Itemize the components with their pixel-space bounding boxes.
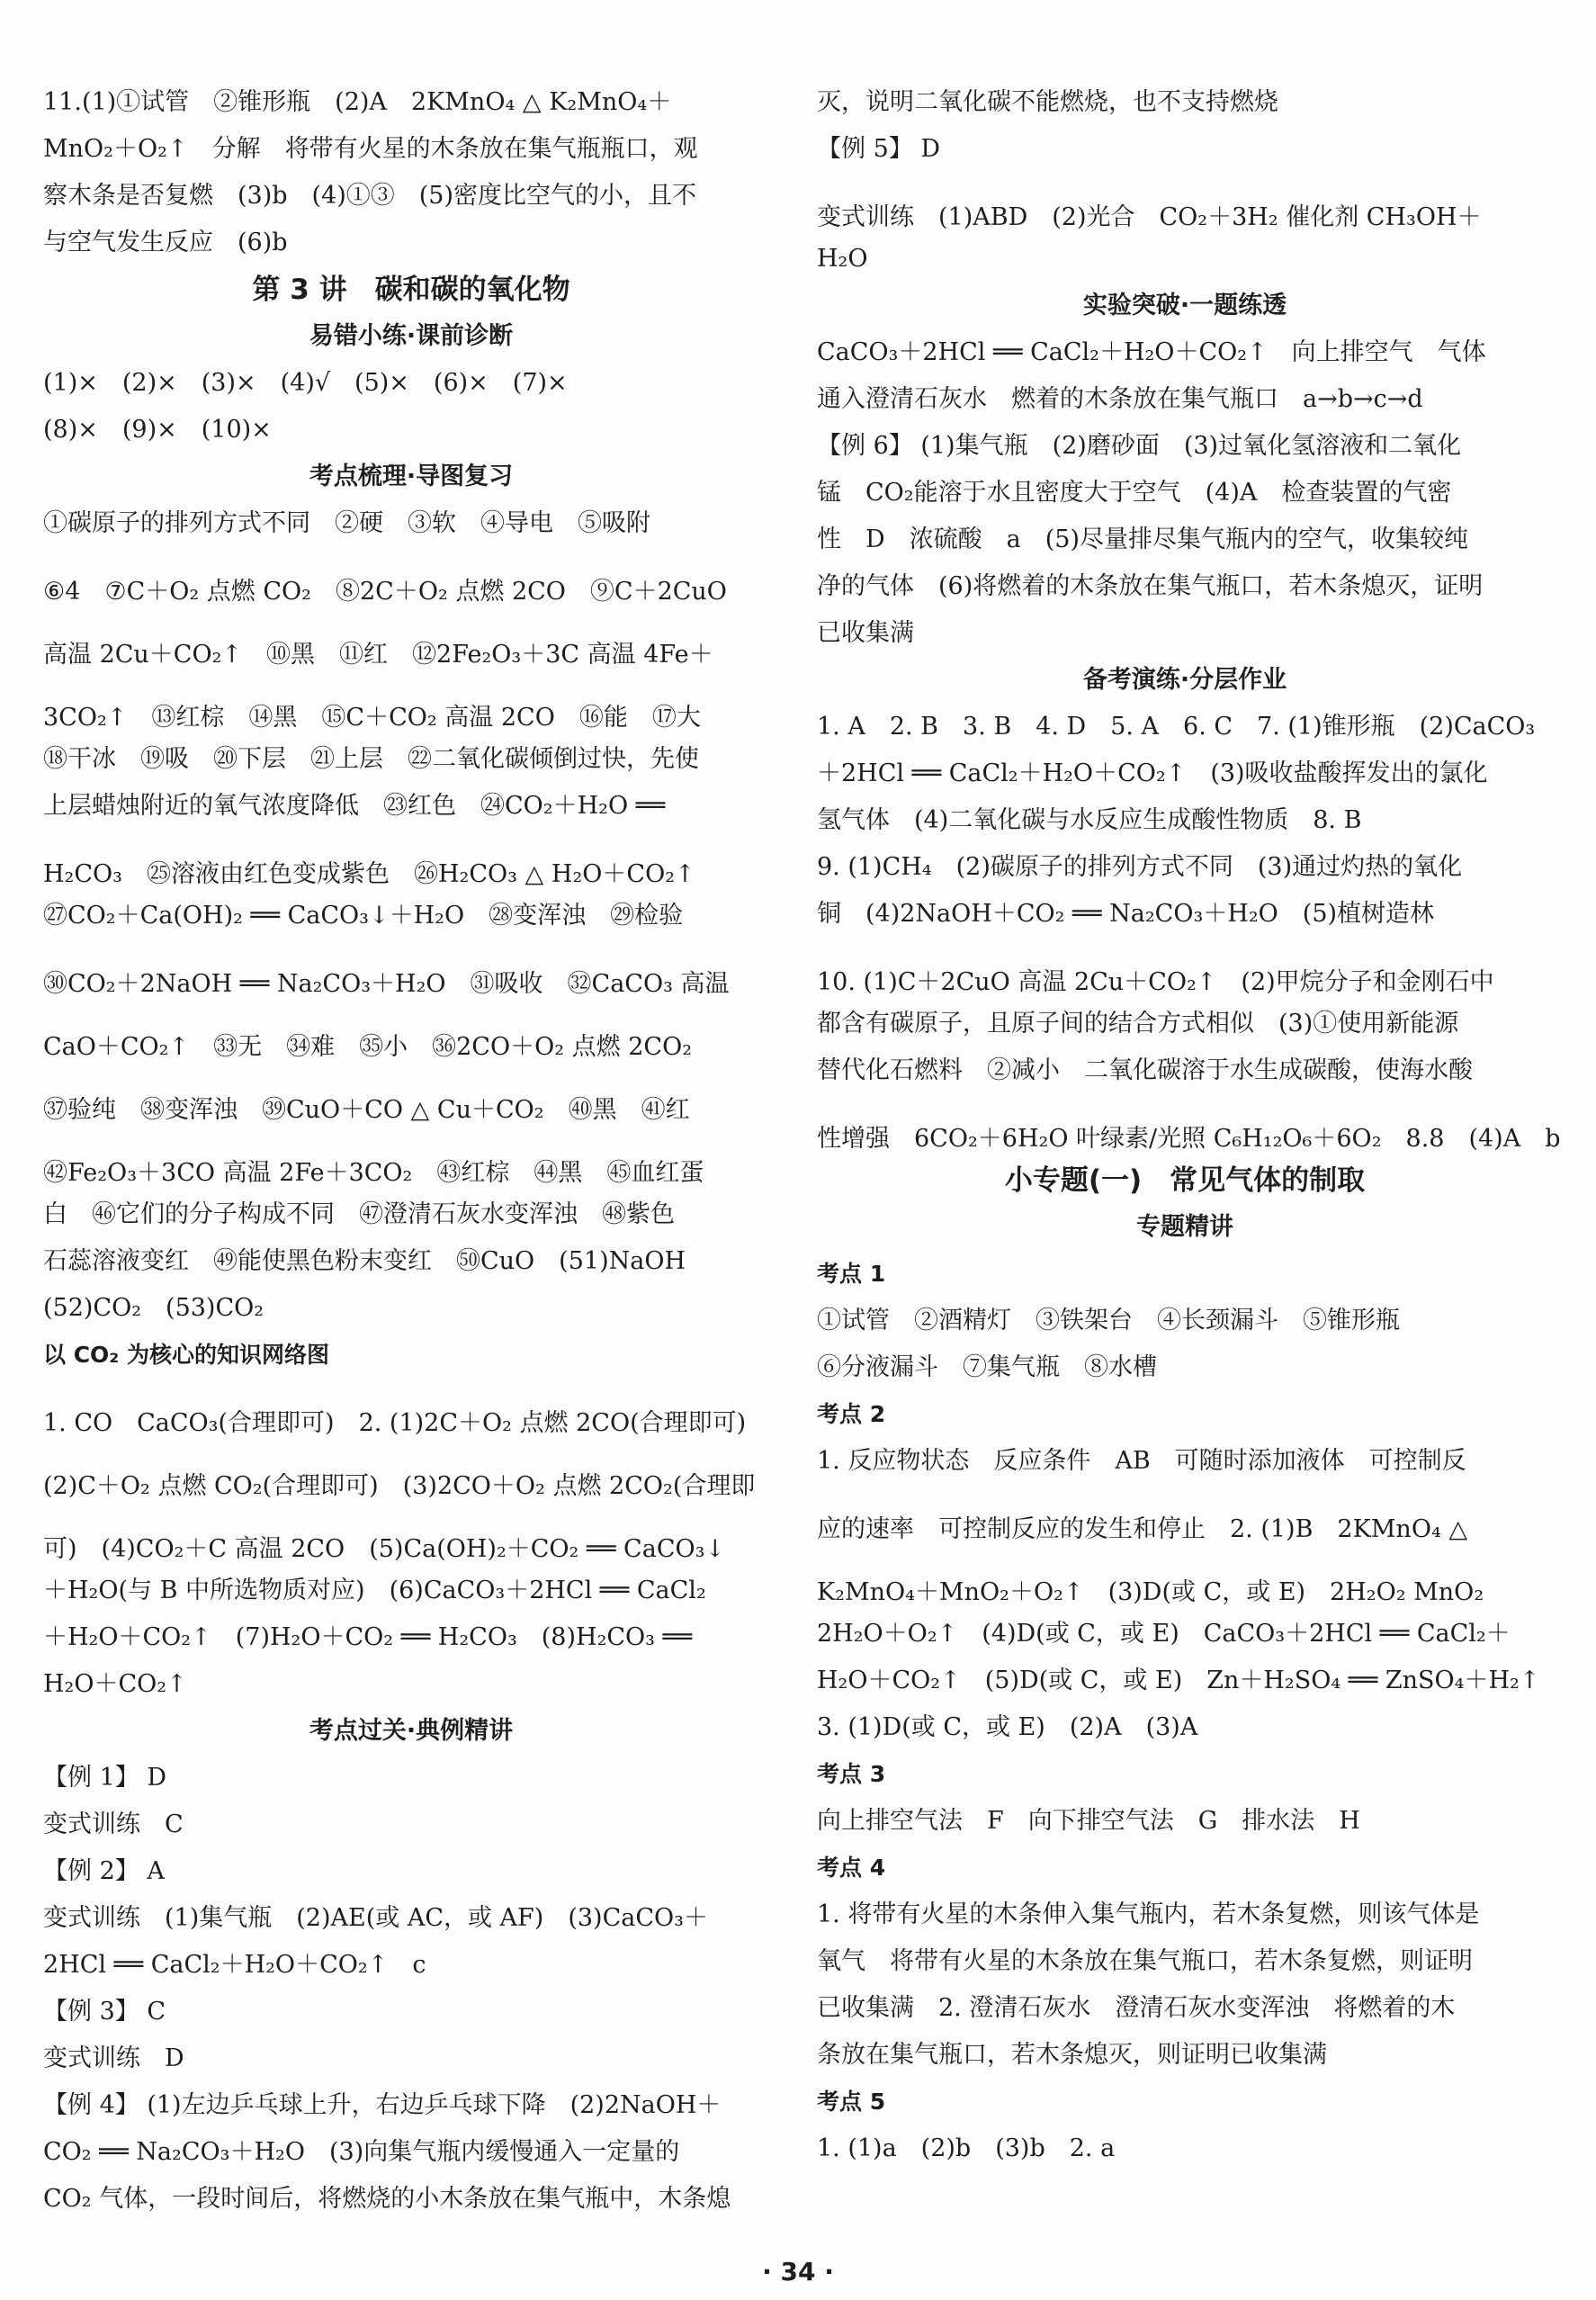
- left-line: 变式训练 C: [43, 1810, 184, 1838]
- left-line: 【例 3】 C: [43, 1998, 166, 2026]
- left-line: 察木条是否复燃 (3)b (4)①③ (5)密度比空气的小，且不: [43, 182, 697, 210]
- left-line: 高温 2Cu＋CO₂↑ ⑩黑 ⑪红 ⑫2Fe₂O₃＋3C 高温 4Fe＋: [43, 641, 713, 669]
- right-line: 变式训练 (1)ABD (2)光合 CO₂＋3H₂ 催化剂 CH₃OH＋: [817, 203, 1482, 231]
- knowledge-network-title: 以 CO₂ 为核心的知识网络图: [43, 1342, 329, 1368]
- right-line: 铜 (4)2NaOH＋CO₂ ══ Na₂CO₃＋H₂O (5)植树造林: [817, 900, 1435, 928]
- section-title: 小专题(一) 常见气体的制取: [1004, 1164, 1366, 1197]
- subsection-title: 易错小练·课前诊断: [309, 322, 514, 350]
- right-line: CaCO₃＋2HCl ══ CaCl₂＋H₂O＋CO₂↑ 向上排空气 气体: [817, 338, 1486, 366]
- right-line: 性 D 浓硫酸 a (5)尽量排尽集气瓶内的空气，收集较纯: [817, 526, 1468, 553]
- left-line: (1)× (2)× (3)× (4)√ (5)× (6)× (7)×: [43, 369, 568, 397]
- left-line: 【例 1】 D: [43, 1764, 166, 1792]
- right-line: H₂O＋CO₂↑ (5)D(或 C，或 E) Zn＋H₂SO₄ ══ ZnSO₄＋H₂↑: [817, 1667, 1540, 1694]
- right-line: 已收集满 2. 澄清石灰水 澄清石灰水变浑浊 将燃着的木: [817, 1994, 1456, 2022]
- page-number: · 34 ·: [762, 2257, 834, 2287]
- section-title: 第 3 讲 碳和碳的氧化物: [252, 274, 570, 306]
- left-line: ＋H₂O(与 B 中所选物质对应) (6)CaCO₃＋2HCl ══ CaCl₂: [43, 1577, 706, 1604]
- left-line: H₂O＋CO₂↑: [43, 1670, 187, 1698]
- subsection-title: 专题精讲: [1136, 1213, 1233, 1241]
- right-line: 净的气体 (6)将燃着的木条放在集气瓶口，若木条熄灭，证明: [817, 572, 1484, 600]
- left-line: ㉗CO₂＋Ca(OH)₂ ══ CaCO₃↓＋H₂O ㉘变浑浊 ㉙检验: [43, 902, 684, 930]
- right-line: H₂O: [817, 245, 868, 273]
- right-line: 通入澄清石灰水 燃着的木条放在集气瓶口 a→b→c→d: [817, 385, 1423, 413]
- subsection-title: 考点过关·典例精讲: [309, 1717, 514, 1745]
- left-line: (8)× (9)× (10)×: [43, 416, 272, 444]
- right-line: ⑥分液漏斗 ⑦集气瓶 ⑧水槽: [817, 1353, 1157, 1381]
- left-line: (52)CO₂ (53)CO₂: [43, 1294, 265, 1322]
- right-line: 1. (1)a (2)b (3)b 2. a: [817, 2134, 1116, 2162]
- left-line: 上层蜡烛附近的氧气浓度降低 ㉓红色 ㉔CO₂＋H₂O ══: [43, 792, 666, 820]
- right-line: 氧气 将带有火星的木条放在集气瓶口，若木条复燃，则证明: [817, 1947, 1473, 1975]
- left-line: 11.(1)①试管 ②锥形瓶 (2)A 2KMnO₄ △ K₂MnO₄＋: [43, 88, 672, 116]
- right-line: 锰 CO₂能溶于水且密度大于空气 (4)A 检查装置的气密: [817, 479, 1452, 507]
- left-line: ㉚CO₂＋2NaOH ══ Na₂CO₃＋H₂O ㉛吸收 ㉜CaCO₃ 高温: [43, 970, 730, 998]
- left-column: [43, 79, 779, 2223]
- key-point-label: 考点 3: [817, 1761, 886, 1787]
- right-line: 10. (1)C＋2CuO 高温 2Cu＋CO₂↑ (2)甲烷分子和金刚石中: [817, 968, 1494, 996]
- left-line: (2)C＋O₂ 点燃 CO₂(合理即可) (3)2CO＋O₂ 点燃 2CO₂(合理即: [43, 1472, 756, 1500]
- right-line: 2H₂O＋O₂↑ (4)D(或 C，或 E) CaCO₃＋2HCl ══ CaCl₂＋: [817, 1620, 1511, 1648]
- left-line: 白 ㊻它们的分子构成不同 ㊼澄清石灰水变浑浊 ㊽紫色: [43, 1200, 675, 1228]
- subsection-title: 实验突破·一题练透: [1082, 292, 1287, 319]
- left-line: 石蕊溶液变红 ㊾能使黑色粉末变红 ㊿CuO (51)NaOH: [43, 1247, 686, 1275]
- left-line: ⑱干冰 ⑲吸 ⑳下层 ㉑上层 ㉒二氧化碳倾倒过快，先使: [43, 745, 699, 773]
- right-line: 3. (1)D(或 C，或 E) (2)A (3)A: [817, 1713, 1198, 1741]
- right-line: 1. 将带有火星的木条伸入集气瓶内，若木条复燃，则该气体是: [817, 1900, 1480, 1928]
- left-line: ①碳原子的排列方式不同 ②硬 ③软 ④导电 ⑤吸附: [43, 509, 650, 537]
- key-point-label: 考点 5: [817, 2089, 886, 2115]
- left-line: H₂CO₃ ㉕溶液由红色变成紫色 ㉖H₂CO₃ △ H₂O＋CO₂↑: [43, 860, 695, 888]
- right-line: 氢气体 (4)二氧化碳与水反应生成酸性物质 8. B: [817, 806, 1362, 834]
- left-line: 可) (4)CO₂＋C 高温 2CO (5)Ca(OH)₂＋CO₂ ══ CaCO₃↓: [43, 1535, 726, 1563]
- left-line: MnO₂＋O₂↑ 分解 将带有火星的木条放在集气瓶瓶口，观: [43, 135, 698, 163]
- right-line: K₂MnO₄＋MnO₂＋O₂↑ (3)D(或 C，或 E) 2H₂O₂ MnO₂: [817, 1578, 1484, 1606]
- left-line: CO₂ ══ Na₂CO₃＋H₂O (3)向集气瓶内缓慢通入一定量的: [43, 2138, 680, 2166]
- subsection-title: 备考演练·分层作业: [1082, 666, 1287, 694]
- right-line: 向上排空气法 F 向下排空气法 G 排水法 H: [817, 1807, 1360, 1835]
- right-line: 【例 5】 D: [817, 135, 940, 163]
- left-line: CO₂ 气体，一段时间后，将燃烧的小木条放在集气瓶中，木条熄: [43, 2185, 731, 2213]
- right-column: [817, 79, 1561, 2172]
- left-line: 变式训练 (1)集气瓶 (2)AE(或 AC，或 AF) (3)CaCO₃＋: [43, 1904, 708, 1932]
- left-line: 2HCl ══ CaCl₂＋H₂O＋CO₂↑ c: [43, 1951, 426, 1979]
- right-line: 替代化石燃料 ②减小 二氧化碳溶于水生成碳酸，使海水酸: [817, 1056, 1473, 1084]
- right-line: 条放在集气瓶口，若木条熄灭，则证明已收集满: [817, 2041, 1327, 2069]
- subsection-title: 考点梳理·导图复习: [309, 463, 514, 490]
- right-line: 【例 6】 (1)集气瓶 (2)磨砂面 (3)过氧化氢溶液和二氧化: [817, 432, 1462, 460]
- right-line: 已收集满: [817, 619, 914, 647]
- key-point-label: 考点 2: [817, 1401, 886, 1427]
- left-line: ⑥4 ⑦C＋O₂ 点燃 CO₂ ⑧2C＋O₂ 点燃 2CO ⑨C＋2CuO: [43, 578, 727, 606]
- left-line: ＋H₂O＋CO₂↑ (7)H₂O＋CO₂ ══ H₂CO₃ (8)H₂CO₃ ══: [43, 1623, 693, 1651]
- left-line: 1. CO CaCO₃(合理即可) 2. (1)2C＋O₂ 点燃 2CO(合理即可): [43, 1409, 747, 1437]
- right-line: 都含有碳原子，且原子间的结合方式相似 (3)①使用新能源: [817, 1010, 1459, 1038]
- right-line: ①试管 ②酒精灯 ③铁架台 ④长颈漏斗 ⑤锥形瓶: [817, 1307, 1400, 1334]
- left-line: ㊷Fe₂O₃＋3CO 高温 2Fe＋3CO₂ ㊸红棕 ㊹黑 ㊺血红蛋: [43, 1159, 704, 1187]
- right-line: 1. 反应物状态 反应条件 AB 可随时添加液体 可控制反: [817, 1447, 1466, 1475]
- left-line: 变式训练 D: [43, 2044, 184, 2072]
- left-line: 3CO₂↑ ⑬红棕 ⑭黑 ⑮C＋CO₂ 高温 2CO ⑯能 ⑰大: [43, 704, 701, 732]
- left-line: 【例 4】 (1)左边乒乓球上升，右边乒乓球下降 (2)2NaOH＋: [43, 2091, 722, 2119]
- right-line: 1. A 2. B 3. B 4. D 5. A 6. C 7. (1)锥形瓶 (2)CaCO₃: [817, 713, 1536, 741]
- left-line: 【例 2】 A: [43, 1857, 165, 1885]
- left-line: CaO＋CO₂↑ ㉝无 ㉞难 ㉟小 ㊱2CO＋O₂ 点燃 2CO₂: [43, 1033, 693, 1061]
- key-point-label: 考点 4: [817, 1855, 886, 1881]
- left-line: ㊲验纯 ㊳变浑浊 ㊴CuO＋CO △ Cu＋CO₂ ㊵黑 ㊶红: [43, 1096, 690, 1124]
- key-point-label: 考点 1: [817, 1261, 886, 1287]
- right-line: 性增强 6CO₂＋6H₂O 叶绿素/光照 C₆H₁₂O₆＋6O₂ 8.8 (4)A b: [817, 1125, 1561, 1153]
- right-line: ＋2HCl ══ CaCl₂＋H₂O＋CO₂↑ (3)吸收盐酸挥发出的氯化: [817, 759, 1488, 787]
- right-line: 应的速率 可控制反应的发生和停止 2. (1)B 2KMnO₄ △: [817, 1515, 1468, 1543]
- right-line: 灭，说明二氧化碳不能燃烧，也不支持燃烧: [817, 88, 1278, 116]
- left-line: 与空气发生反应 (6)b: [43, 229, 288, 256]
- right-line: 9. (1)CH₄ (2)碳原子的排列方式不同 (3)通过灼热的氧化: [817, 853, 1463, 881]
